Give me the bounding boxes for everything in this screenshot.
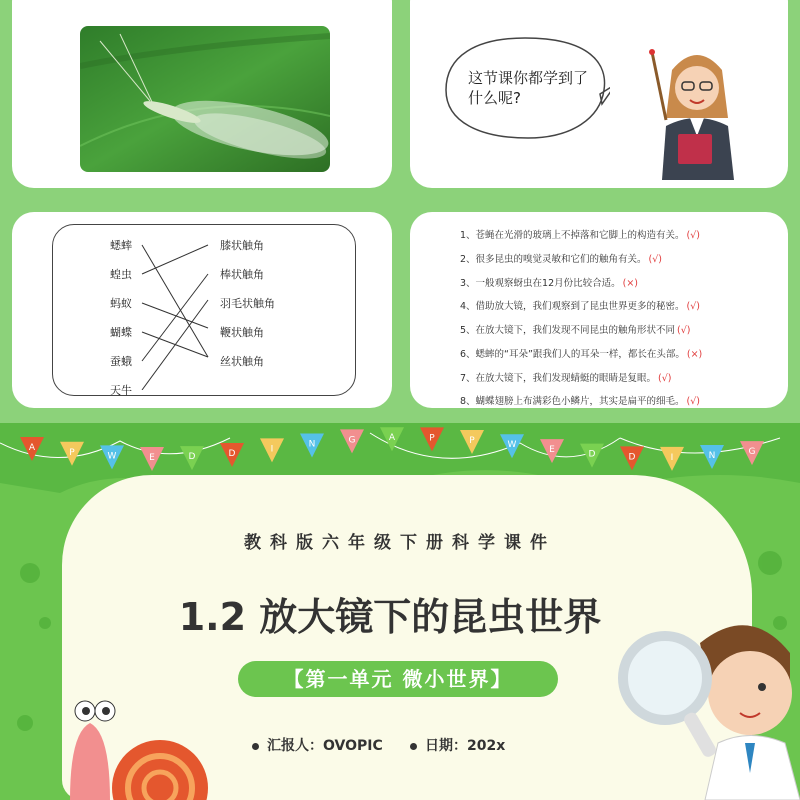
bunting-letter: D bbox=[188, 452, 196, 463]
bunting-letter: P bbox=[469, 435, 475, 446]
insect-item: 蚂蚁 bbox=[110, 297, 132, 310]
slide-teacher-question[interactable] bbox=[410, 0, 788, 188]
bunting-letter: D bbox=[588, 449, 596, 460]
bunting-flag bbox=[660, 447, 684, 471]
bunting-svg bbox=[0, 423, 800, 493]
statement-row: 7、在放大镜下，我们发现蜻蜓的眼睛是复眼。 (√) bbox=[460, 373, 672, 384]
bunting-flag bbox=[300, 433, 324, 457]
insect-item: 蝴蝶 bbox=[110, 326, 132, 339]
insect-item: 蟋蟀 bbox=[110, 239, 132, 252]
statement-row: 4、借助放大镜，我们观察到了昆虫世界更多的秘密。 (√) bbox=[460, 301, 701, 312]
bunting-letter: P bbox=[69, 447, 75, 458]
slide-insect-photo[interactable] bbox=[12, 0, 392, 188]
bunting-flag bbox=[700, 445, 724, 469]
antenna-item: 羽毛状触角 bbox=[220, 297, 275, 310]
statement-row: 8、蝴蝶翅膀上布满彩色小鳞片，其实是扁平的细毛。 (√) bbox=[460, 396, 701, 407]
bullet-dot-icon bbox=[410, 743, 417, 750]
bunting-letter: G bbox=[748, 447, 756, 458]
insect-list bbox=[110, 231, 132, 405]
reporter-info: 汇报人：OVOPIC bbox=[252, 735, 383, 755]
snail-illustration bbox=[30, 693, 230, 800]
cover-subtitle: 教科版六年级下册科学课件 bbox=[244, 533, 556, 553]
bunting-flag bbox=[20, 437, 44, 461]
bunting-letter: W bbox=[507, 440, 517, 451]
bunting-letter: A bbox=[28, 443, 36, 453]
bunting-flag bbox=[100, 445, 124, 469]
bunting-letter: E bbox=[549, 445, 555, 456]
bunting-flag bbox=[60, 442, 84, 466]
bunting-flag bbox=[260, 438, 284, 462]
bunting-flag bbox=[540, 439, 564, 463]
bunting-flag bbox=[460, 430, 484, 454]
bunting-letter: I bbox=[670, 452, 674, 463]
insect-item: 天牛 bbox=[110, 384, 132, 397]
antenna-item: 膝状触角 bbox=[220, 239, 264, 252]
bunting-letter: D bbox=[628, 452, 636, 463]
bunting-letter: W bbox=[107, 451, 117, 462]
lacewing-photo bbox=[80, 26, 330, 172]
bunting-letter: G bbox=[348, 435, 356, 446]
bunting-letter: N bbox=[308, 439, 316, 450]
teacher-illustration bbox=[642, 40, 752, 180]
matching-lines bbox=[140, 240, 220, 390]
date-info: 日期：202x bbox=[410, 735, 505, 755]
antenna-item: 棒状触角 bbox=[220, 268, 264, 281]
bunting-flag bbox=[340, 429, 364, 453]
bunting-flag bbox=[740, 441, 764, 465]
statement-row: 2、很多昆虫的嗅觉灵敏和它们的触角有关。 (√) bbox=[460, 254, 663, 265]
unit-badge: 【第一单元 微小世界】 bbox=[238, 661, 558, 697]
bunting-letter: P bbox=[429, 433, 435, 444]
statement-row: 3、一般观察蚜虫在12月份比较合适。 (×) bbox=[460, 278, 639, 289]
bunting-letter: I bbox=[270, 444, 274, 455]
bunting-letter: E bbox=[149, 452, 155, 463]
bunting-flag bbox=[220, 443, 244, 467]
bunting-flag bbox=[140, 447, 164, 471]
bunting-flag bbox=[500, 434, 524, 458]
cover-title: 1.2 放大镜下的昆虫世界 bbox=[178, 595, 602, 639]
antenna-list bbox=[220, 231, 275, 376]
insect-item: 蝗虫 bbox=[110, 268, 132, 281]
bunting-flag bbox=[380, 427, 404, 451]
antenna-item: 丝状触角 bbox=[220, 355, 264, 368]
statement-row: 1、苍蝇在光滑的玻璃上不掉落和它脚上的构造有关。 (√) bbox=[460, 230, 701, 241]
bunting-flag bbox=[580, 444, 604, 468]
bunting-flag bbox=[620, 446, 644, 470]
bubble-question: 这节课你都学到了什么呢? bbox=[468, 69, 589, 107]
insect-item: 蚕蛾 bbox=[110, 355, 132, 368]
statement-row: 6、蟋蟀的“耳朵”跟我们人的耳朵一样，都长在头部。 (×) bbox=[460, 349, 703, 360]
bunting-flag bbox=[180, 446, 204, 470]
bunting-letter: N bbox=[708, 450, 716, 461]
antenna-item: 鞭状触角 bbox=[220, 326, 264, 339]
bullet-dot-icon bbox=[252, 743, 259, 750]
bunting-letter: A bbox=[388, 433, 396, 444]
statement-row: 5、在放大镜下，我们发现不同昆虫的触角形状不同 (√) bbox=[460, 325, 691, 336]
bunting-flag bbox=[420, 427, 444, 451]
bunting-letter: D bbox=[228, 448, 236, 459]
